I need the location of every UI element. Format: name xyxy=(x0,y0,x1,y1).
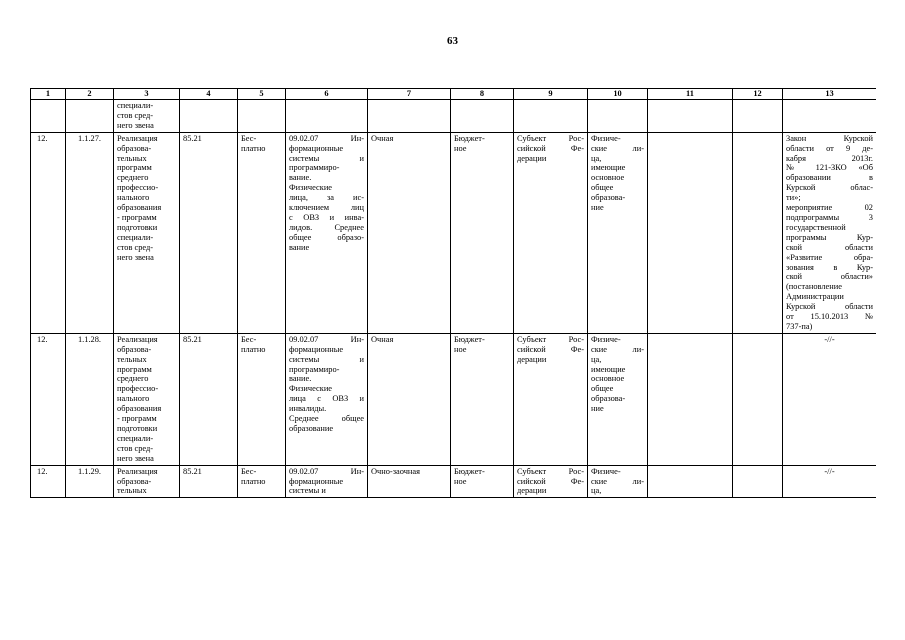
header-cell: 13 xyxy=(783,89,877,100)
cell-line: от 15.10.2013 № xyxy=(786,312,873,322)
table-cell xyxy=(648,100,733,133)
cell-line: Физические xyxy=(289,183,333,193)
cell-line: № 121-ЗКО «Об xyxy=(786,163,873,173)
cell-line: - программ xyxy=(117,414,157,424)
header-cell: 1 xyxy=(31,89,66,100)
cell-line: тельных xyxy=(117,354,147,364)
cell-line: имеющие xyxy=(591,163,626,173)
cell-provider xyxy=(514,132,588,333)
cell-line: общее образо- xyxy=(289,232,364,242)
cell-line: Бес- xyxy=(241,334,257,344)
cell-line: ской области» xyxy=(786,272,873,282)
cell-line: кабря 2013г. xyxy=(786,153,873,163)
header-row xyxy=(31,89,877,100)
cell-line: образовании в xyxy=(786,173,873,183)
cell-service-name xyxy=(114,333,180,465)
cell-line: подпрограммы 3 xyxy=(786,212,873,222)
cell-line: Субъект Рос- xyxy=(517,334,584,344)
cell-row-number: 12. xyxy=(31,132,66,333)
cell-line: - программ xyxy=(117,212,157,222)
cell-line: стов сред- xyxy=(117,242,154,252)
header-cell: 4 xyxy=(180,89,238,100)
cell-payment-type xyxy=(238,333,286,465)
cell-line: него звена xyxy=(117,120,154,130)
cell-okved-code: 85.21 xyxy=(180,333,238,465)
cell-line: образования xyxy=(117,404,162,414)
cell-line: программы Кур- xyxy=(786,232,873,242)
cell-specialty xyxy=(286,465,368,498)
header-cell: 6 xyxy=(286,89,368,100)
cell-line: Субъект Рос- xyxy=(517,133,584,143)
cell-line: Физические xyxy=(289,384,333,394)
cell-line: формационные xyxy=(289,143,344,153)
services-table-wrapper xyxy=(30,88,876,590)
cell-line: мероприятие 02 xyxy=(786,203,873,213)
cell-line: общее xyxy=(591,183,614,193)
cell-line: Бюджет- xyxy=(454,334,485,344)
cell-row-number: 12. xyxy=(31,465,66,498)
table-cell xyxy=(733,100,783,133)
cell-line: Субъект Рос- xyxy=(517,466,584,476)
cell-col-12 xyxy=(733,465,783,498)
cell-service-code: 1.1.28. xyxy=(66,333,114,465)
cell-line: 09.02.07 Ин- xyxy=(289,334,364,344)
cell-category xyxy=(451,465,514,498)
header-cell: 3 xyxy=(114,89,180,100)
cell-line: ние xyxy=(591,404,604,414)
cell-line: подготовки xyxy=(117,424,158,433)
cell-payment-type xyxy=(238,132,286,333)
continuation-row xyxy=(31,100,877,133)
cell-line: вание xyxy=(289,242,310,252)
services-table xyxy=(30,88,876,498)
cell-consumers xyxy=(588,333,648,465)
cell-col-12 xyxy=(733,333,783,465)
cell-line: системы и xyxy=(289,486,326,496)
cell-consumers xyxy=(588,132,648,333)
cell-line: формационные xyxy=(289,476,344,486)
cell-category xyxy=(451,132,514,333)
table-row xyxy=(31,132,877,333)
cell-col-12 xyxy=(733,132,783,333)
cell-line: 09.02.07 Ин- xyxy=(289,133,364,143)
cell-line: Бес- xyxy=(241,466,257,476)
cell-line: системы и xyxy=(289,354,364,364)
cell-line: системы и xyxy=(289,153,364,163)
cell-line: Реализация xyxy=(117,334,158,344)
cell-line: специали- xyxy=(117,101,154,110)
cell-line: образование xyxy=(289,424,334,433)
cell-line: ской области xyxy=(786,242,873,252)
cell-line: Реализация xyxy=(117,466,158,476)
cell-line: подготовки xyxy=(117,222,158,232)
cell-form: Очная xyxy=(368,333,451,465)
cell-line: 09.02.07 Ин- xyxy=(289,466,364,476)
cell-line: Бес- xyxy=(241,133,257,143)
table-cell xyxy=(31,100,66,133)
table-cell xyxy=(783,100,877,133)
table-row xyxy=(31,465,877,498)
cell-col-11 xyxy=(648,333,733,465)
cell-service-name xyxy=(114,132,180,333)
header-cell: 2 xyxy=(66,89,114,100)
header-cell: 12 xyxy=(733,89,783,100)
cell-line: области от 9 де- xyxy=(786,143,873,153)
cell-provider xyxy=(514,333,588,465)
cell-line: ти»; xyxy=(786,193,801,203)
cell-line: ное xyxy=(454,344,467,354)
cell-line: «Развитие обра- xyxy=(786,252,873,262)
cell-line: образова- xyxy=(591,394,626,404)
cell-line: программиро- xyxy=(289,163,340,173)
cell-line: стов сред- xyxy=(117,110,154,120)
cell-line: вание. xyxy=(289,173,312,183)
header-cell: 8 xyxy=(451,89,514,100)
cell-line: нального xyxy=(117,394,150,404)
header-cell: 10 xyxy=(588,89,648,100)
cell-line: основное xyxy=(591,173,625,183)
cell-line: ное xyxy=(454,476,467,486)
cell-line: ца, xyxy=(591,354,602,364)
cell-line: ца, xyxy=(591,486,602,496)
cell-line: формационные xyxy=(289,344,344,354)
cell-line: ное xyxy=(454,143,467,153)
cell-line: государственной xyxy=(786,222,846,232)
cell-line: Бюджет- xyxy=(454,133,485,143)
cell-row-number: 12. xyxy=(31,333,66,465)
cell-specialty xyxy=(286,333,368,465)
page-number: 63 xyxy=(447,35,458,47)
table-row xyxy=(31,333,877,465)
header-cell: 11 xyxy=(648,89,733,100)
table-cell xyxy=(451,100,514,133)
cell-legal-basis xyxy=(783,132,877,333)
cell-line: (постановление xyxy=(786,282,842,292)
cell-okved-code: 85.21 xyxy=(180,465,238,498)
cell-line: образования xyxy=(117,203,162,213)
cell-line: профессио- xyxy=(117,384,159,394)
cell-line: Среднее общее xyxy=(289,414,364,424)
table-cell xyxy=(368,100,451,133)
cell-service-code: 1.1.29. xyxy=(66,465,114,498)
cell-line: Физиче- xyxy=(591,133,621,143)
cell-provider xyxy=(514,465,588,498)
cell-line: образова- xyxy=(117,344,152,354)
header-cell: 9 xyxy=(514,89,588,100)
cell-line: сийской Фе- xyxy=(517,344,584,354)
cell-line: него звена xyxy=(117,252,154,262)
table-cell xyxy=(180,100,238,133)
table-header xyxy=(31,89,877,100)
cell-line: тельных xyxy=(117,153,147,163)
cell-line: вание. xyxy=(289,374,312,384)
cell-category xyxy=(451,333,514,465)
cell-line: ние xyxy=(591,203,604,213)
cell-line: Курской области xyxy=(786,302,873,312)
cell-line: сийской Фе- xyxy=(517,143,584,153)
cell-line: Администрации xyxy=(786,292,844,302)
cell-line: дерации xyxy=(517,486,547,496)
cell-line: образова- xyxy=(591,193,626,203)
cell-line: имеющие xyxy=(591,364,626,374)
cell-line: ские ли- xyxy=(591,476,644,486)
cell-line: дерации xyxy=(517,153,547,163)
cell-line: лидов. Среднее xyxy=(289,222,364,232)
cell-line: Закон Курской xyxy=(786,133,873,143)
cell-line: Курской облас- xyxy=(786,183,873,193)
table-cell xyxy=(286,100,368,133)
cell-line: инвалиды. xyxy=(289,404,327,414)
cell-okved-code: 85.21 xyxy=(180,132,238,333)
cell-form: Очно-заочная xyxy=(368,465,451,498)
header-cell: 5 xyxy=(238,89,286,100)
table-cell xyxy=(514,100,588,133)
cell-line: платно xyxy=(241,344,266,354)
cell-line: нального xyxy=(117,193,150,203)
cell-line: платно xyxy=(241,476,266,486)
cell-line: сийской Фе- xyxy=(517,476,584,486)
cell-line: платно xyxy=(241,143,266,153)
cell-payment-type xyxy=(238,465,286,498)
cell-service-code: 1.1.27. xyxy=(66,132,114,333)
header-cell: 7 xyxy=(368,89,451,100)
cell-col-11 xyxy=(648,132,733,333)
cell-line: зования в Кур- xyxy=(786,262,873,272)
cell-line: ключением лиц xyxy=(289,203,364,213)
table-cell xyxy=(66,100,114,133)
cell-line: 737-па) xyxy=(786,321,813,331)
cell-line: специали- xyxy=(117,433,154,443)
cell-line: основное xyxy=(591,374,625,384)
cell-line: ские ли- xyxy=(591,344,644,354)
cell-line: Реализация xyxy=(117,133,158,143)
cell-specialty xyxy=(286,132,368,333)
cell-legal-basis xyxy=(783,333,877,465)
cell-line: ца, xyxy=(591,153,602,163)
cell-line: тельных xyxy=(117,486,147,496)
cell-consumers xyxy=(588,465,648,498)
cell-line: образова- xyxy=(117,143,152,153)
cell-line: стов сред- xyxy=(117,443,154,453)
cell-line: программ xyxy=(117,364,152,374)
cell-line: образова- xyxy=(117,476,152,486)
cell-legal-basis xyxy=(783,465,877,498)
cell-line: общее xyxy=(591,384,614,394)
cell-line: дерации xyxy=(517,354,547,364)
cell-line: Физиче- xyxy=(591,466,621,476)
cell-line: него звена xyxy=(117,453,154,463)
table-cell xyxy=(588,100,648,133)
cell-line: с ОВЗ и инва- xyxy=(289,212,364,222)
cell-line: среднего xyxy=(117,374,149,384)
cell-line: ские ли- xyxy=(591,143,644,153)
cell-line: специали- xyxy=(117,232,154,242)
cell-line: профессио- xyxy=(117,183,159,193)
table-body xyxy=(31,100,877,498)
cell-line: Физиче- xyxy=(591,334,621,344)
cell-form: Очная xyxy=(368,132,451,333)
cell-line: -//- xyxy=(824,466,835,476)
cell-line: среднего xyxy=(117,173,149,183)
cell-col-11 xyxy=(648,465,733,498)
continuation-cell-service xyxy=(114,100,180,133)
cell-service-name xyxy=(114,465,180,498)
cell-line: программ xyxy=(117,163,152,173)
cell-line: лица, за ис- xyxy=(289,193,364,203)
table-cell xyxy=(238,100,286,133)
cell-line: программиро- xyxy=(289,364,340,374)
cell-line: Бюджет- xyxy=(454,466,485,476)
cell-line: -//- xyxy=(824,334,835,344)
cell-line: лица с ОВЗ и xyxy=(289,394,364,404)
